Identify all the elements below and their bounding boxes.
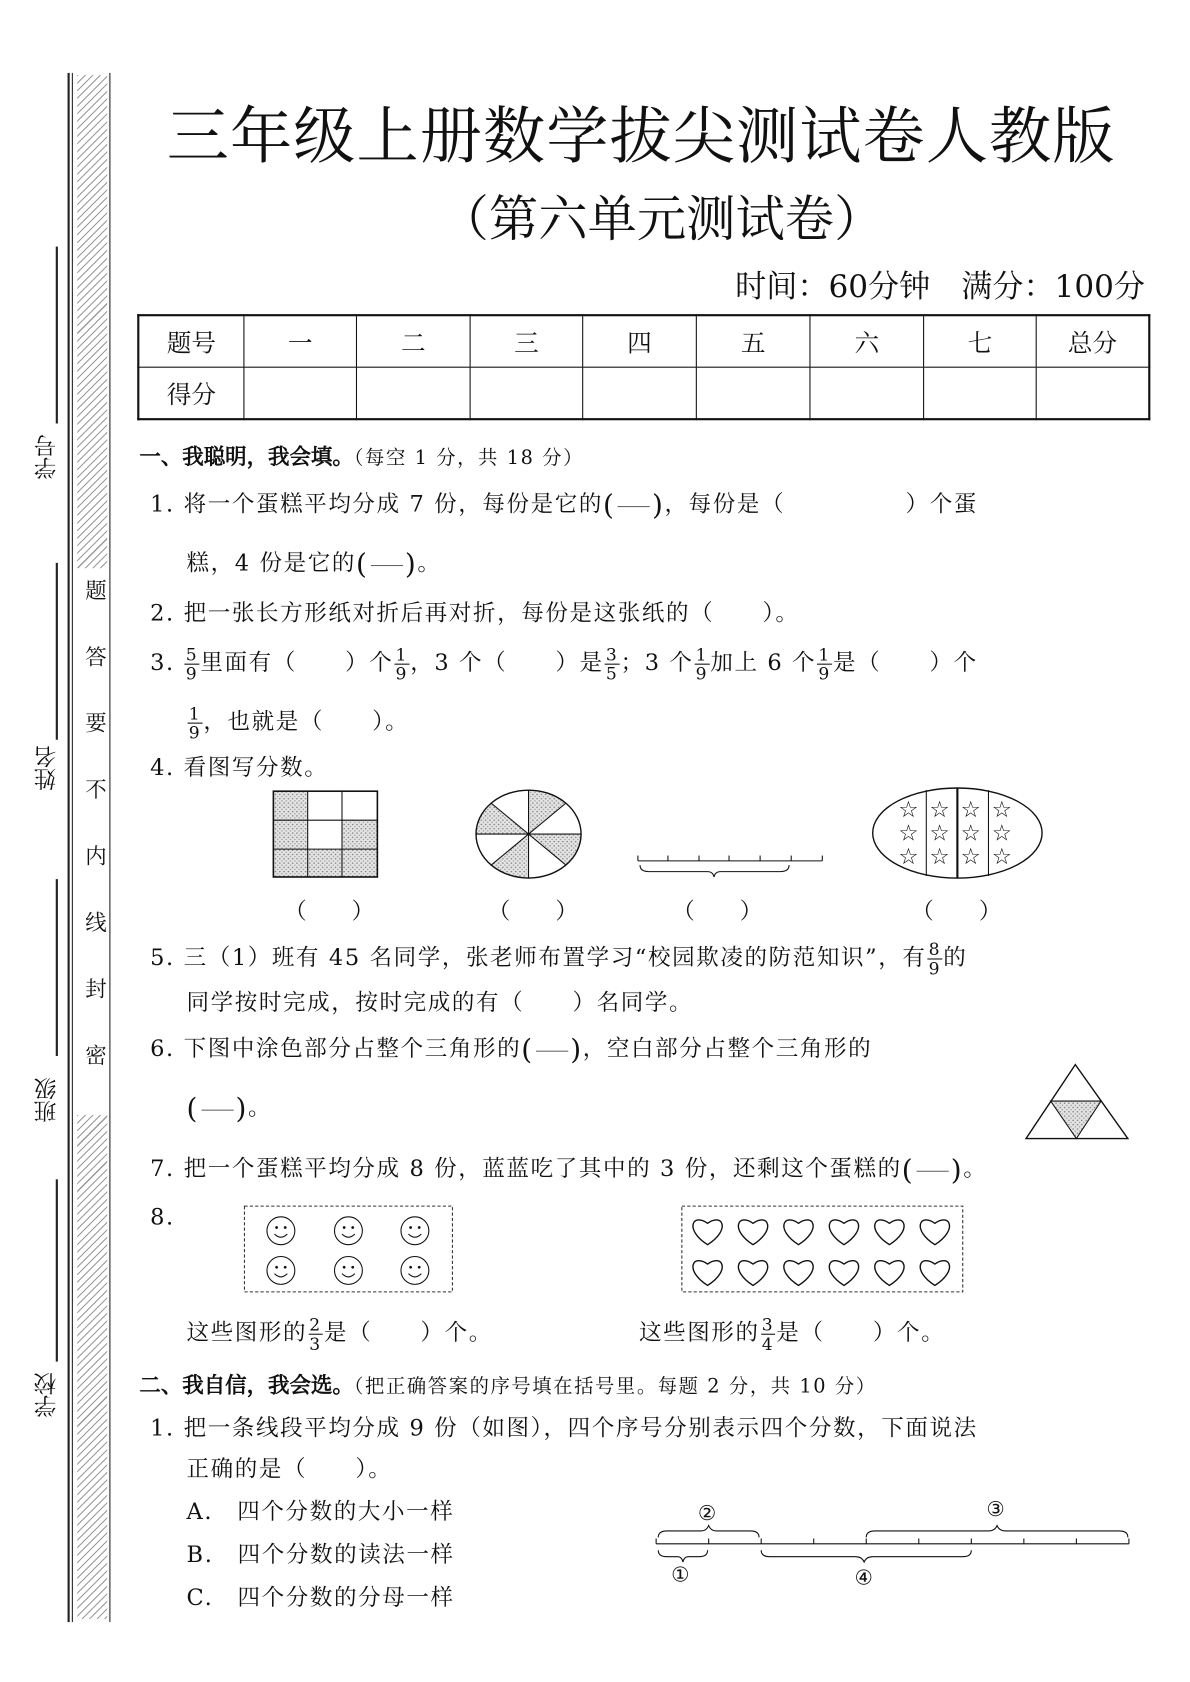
option-c[interactable]: C. 四个分数的分母一样 [186, 1584, 455, 1611]
denominator: 9 [185, 663, 199, 684]
answer-blank[interactable]: （ ） [487, 898, 578, 925]
question-text: 糕，4 份是它的 [186, 549, 356, 576]
student-id-label: 学号 [33, 434, 59, 480]
marker-2: ② [697, 1502, 717, 1526]
question-number: 1. [150, 491, 175, 517]
question-text: ，每份是（ ）个蛋 [664, 491, 979, 517]
smiley-icon [401, 1217, 429, 1245]
star-icon: ☆ [960, 820, 981, 847]
question-8-left [187, 1315, 493, 1353]
question-number: 6. [150, 1035, 175, 1062]
numerator: 3 [761, 1314, 775, 1335]
star-icon: ☆ [929, 844, 950, 871]
smiley-icon [267, 1217, 295, 1245]
name-label: 姓名 [33, 745, 59, 791]
question-6 [150, 1034, 873, 1067]
star-icon: ☆ [898, 844, 919, 871]
heart-icon [829, 1220, 858, 1245]
section-note: （每空 1 分，共 18 分） [353, 447, 585, 470]
question-text: 里面有（ ）个 [200, 649, 394, 676]
heart-icon [693, 1261, 722, 1286]
star-icon: ☆ [991, 844, 1012, 871]
question-text: 把一条线段平均分成 9 份（如图），四个序号分别表示四个分数，下面说法 [183, 1415, 978, 1441]
denominator: 5 [605, 663, 619, 684]
s2-question-1-cont: 正确的是（ ）。 [186, 1455, 393, 1482]
table-header-cell: 二 [356, 315, 470, 367]
table-header-cell: 题号 [138, 315, 244, 367]
segment-figure [638, 856, 822, 877]
marker-3: ③ [986, 1497, 1005, 1522]
denominator: 9 [188, 722, 202, 743]
question-8-number: 8. [150, 1203, 175, 1230]
answer-blank[interactable]: （ ） [672, 898, 763, 925]
option-b[interactable]: B. 四个分数的读法一样 [186, 1541, 455, 1568]
exam-subtitle: （第六单元测试卷） [439, 189, 884, 248]
heart-icon [784, 1261, 813, 1286]
numerator: 2 [309, 1314, 322, 1335]
question-text: 把一张长方形纸对折后再对折，每份是这张纸的（ ）。 [183, 600, 800, 627]
star-icon: ☆ [960, 844, 981, 871]
question-5 [150, 940, 967, 978]
question-5-cont: 同学按时完成，按时完成的有（ ）名同学。 [186, 989, 694, 1016]
question-text: ，空白部分占整个三角形的 [582, 1035, 873, 1062]
question-text: ，3 个（ ）是 [410, 649, 604, 676]
fraction-blank[interactable]: ( ) [355, 548, 418, 581]
numerator: 5 [185, 644, 199, 665]
question-text: 的 [943, 944, 968, 971]
question-number: 4. [150, 754, 175, 781]
question-text: 将一个蛋糕平均分成 7 份，每份是它的 [183, 491, 604, 517]
answer-blank[interactable]: （ ） [284, 898, 375, 925]
question-number: 2. [150, 600, 175, 627]
option-a[interactable]: A. 四个分数的大小一样 [186, 1498, 455, 1525]
question-text: 三（1）班有 45 名同学，张老师布置学习“校园欺凌的防范知识”，有 [183, 944, 927, 971]
seal-char: 答 [81, 645, 108, 712]
hearts-box [682, 1206, 963, 1292]
star-icon: ☆ [898, 820, 919, 847]
question-number: 5. [150, 944, 175, 971]
denominator: 4 [761, 1333, 775, 1355]
question-text: 。 [963, 1155, 988, 1182]
seal-char: 内 [81, 844, 108, 912]
question-6-cont [186, 1093, 273, 1126]
time-and-score: 时间：60分钟 满分：100分 [735, 268, 1146, 305]
question-text: 这些图形的 [186, 1319, 308, 1346]
heart-icon [920, 1220, 949, 1245]
question-text: 是（ ）个。 [323, 1319, 493, 1346]
section-title: 一、我聪明，我会填。 [139, 443, 354, 470]
question-text: ，也就是（ ）。 [203, 708, 410, 735]
question-text: ；3 个 [620, 649, 694, 676]
section-note: （把正确答案的序号填在括号里。每题 2 分，共 10 分） [353, 1375, 877, 1399]
seal-char: 密 [81, 1044, 108, 1111]
question-text: 加上 6 个 [710, 649, 817, 676]
denominator: 9 [818, 663, 831, 684]
question-8-right [639, 1315, 945, 1353]
heart-icon [738, 1261, 767, 1286]
fraction [308, 1315, 323, 1353]
star-icon: ☆ [960, 796, 981, 823]
table-header-cell: 三 [470, 315, 583, 367]
fraction-blank[interactable]: ( ) [186, 1093, 248, 1126]
seal-char: 不 [81, 778, 108, 845]
answer-blank[interactable]: （ ） [911, 898, 1002, 925]
question-number: 3. [150, 649, 175, 676]
numerator: 1 [395, 644, 409, 665]
heart-icon [920, 1261, 949, 1286]
faces-box [244, 1206, 452, 1292]
smiley-icon [334, 1257, 362, 1285]
star-icon: ☆ [991, 796, 1012, 823]
star-icon: ☆ [898, 796, 919, 823]
table-header-cell: 总分 [1036, 315, 1149, 367]
numerator: 8 [928, 939, 942, 960]
question-text: 是（ ）个 [833, 649, 978, 676]
school-label: 学校 [33, 1372, 59, 1418]
seal-char: 封 [81, 977, 108, 1045]
question-number: 1. [150, 1415, 175, 1441]
numerator: 3 [605, 644, 619, 665]
fraction [761, 1315, 776, 1353]
question-text: 下图中涂色部分占整个三角形的 [183, 1035, 522, 1062]
circle-figure [476, 790, 581, 878]
star-icon: ☆ [991, 820, 1012, 847]
numerator: 1 [695, 644, 709, 665]
seal-char: 线 [81, 911, 108, 978]
marker-1: ① [671, 1563, 690, 1587]
question-text: 是（ ）个。 [776, 1319, 946, 1346]
seal-char: 要 [81, 711, 108, 779]
stars-figure [873, 788, 1042, 878]
heart-icon [738, 1220, 767, 1245]
question-text: 。 [247, 1094, 273, 1121]
nine-part-segment [656, 1526, 1129, 1562]
fraction-blank[interactable]: ( ) [521, 1034, 583, 1067]
numerator: 1 [818, 644, 831, 665]
denominator: 3 [309, 1333, 322, 1355]
smiley-icon [334, 1217, 362, 1245]
heart-icon [829, 1261, 858, 1286]
heart-icon [875, 1220, 904, 1245]
table-header-cell: 一 [244, 315, 357, 367]
question-number: 7. [150, 1155, 175, 1182]
table-header-cell: 六 [810, 315, 924, 367]
heart-icon [875, 1261, 904, 1286]
question-text: 把一个蛋糕平均分成 8 份，蓝蓝吃了其中的 3 份，还剩这个蛋糕的 [183, 1155, 902, 1182]
denominator: 9 [395, 663, 409, 684]
smiley-icon [401, 1257, 429, 1285]
s2-question-1 [150, 1414, 978, 1442]
marker-4: ④ [854, 1566, 873, 1590]
question-text: 看图写分数。 [183, 754, 329, 781]
table-row-label: 得分 [138, 367, 244, 419]
heart-icon [693, 1220, 722, 1245]
question-text: 。 [417, 549, 442, 576]
table-header-cell: 七 [924, 315, 1037, 367]
seal-char: 题 [81, 578, 108, 646]
fraction [928, 940, 943, 978]
table-header-cell: 四 [583, 315, 697, 367]
question-7 [150, 1154, 988, 1187]
fraction-blank[interactable]: ( ) [603, 489, 665, 522]
question-text: 这些图形的 [638, 1319, 760, 1346]
table-header-cell: 五 [696, 315, 810, 367]
denominator: 9 [928, 958, 942, 979]
class-label: 班级 [33, 1077, 59, 1123]
star-icon: ☆ [929, 796, 950, 823]
smiley-icon [267, 1257, 295, 1285]
triangle-figure [1026, 1065, 1128, 1139]
denominator: 9 [695, 663, 709, 684]
section-title: 二、我自信，我会选。 [139, 1372, 354, 1399]
star-icon: ☆ [929, 820, 950, 847]
section2-heading [139, 1371, 876, 1401]
heart-icon [784, 1220, 813, 1245]
exam-title: 三年级上册数学拔尖测试卷人教版 [166, 99, 1116, 173]
grid-figure [273, 791, 377, 877]
fraction-blank[interactable]: ( ) [901, 1154, 964, 1187]
numerator: 1 [188, 703, 202, 724]
